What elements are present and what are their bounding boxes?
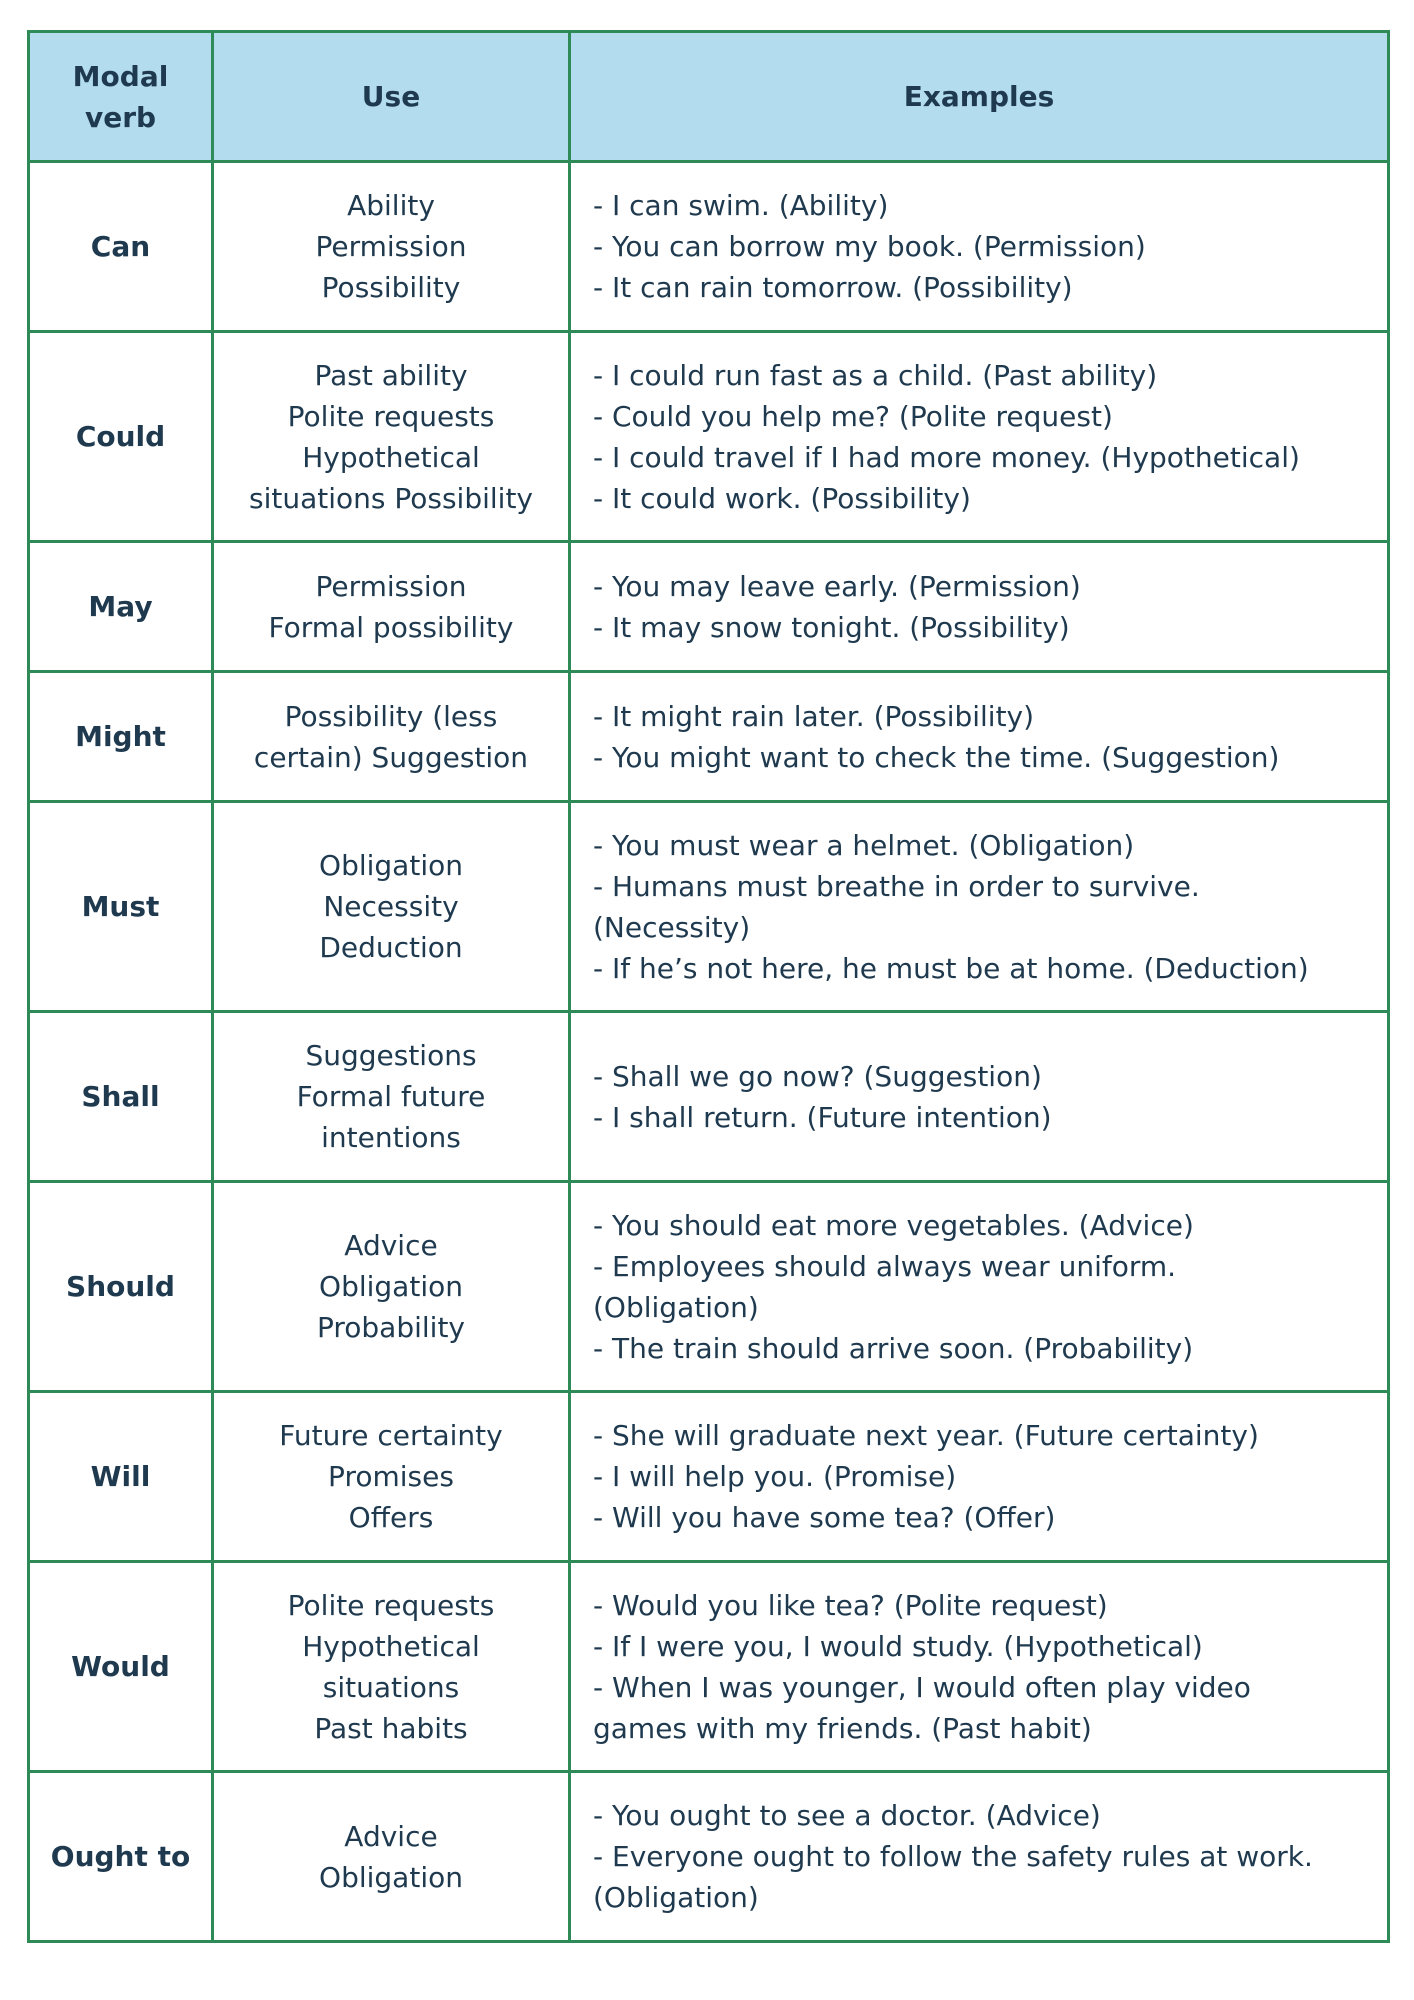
example-line: (Necessity) [593,910,751,944]
table-row [29,1012,1389,1182]
table-row [29,672,1389,802]
example-line: - Shall we go now? (Suggestion) [593,1059,1042,1093]
use-line: Permission [315,569,467,603]
example-line: - Everyone ought to follow the safety rules at work. [593,1840,1313,1873]
use-cell [213,542,570,672]
examples-cell [570,1772,1389,1942]
header-examples: Examples [570,32,1389,162]
use-line: Probability [316,1311,465,1344]
examples-cell [570,162,1389,332]
examples-cell [570,542,1389,672]
modal-verb-cell: May [29,542,213,672]
example-line: - You may leave early. (Permission) [593,569,1081,603]
use-line: certain) Suggestion [253,740,529,774]
examples-cell [570,1012,1389,1182]
table-row [29,542,1389,672]
modal-verb-cell: Must [29,802,213,1012]
examples-cell [570,802,1389,1012]
example-line: - Employees should always wear uniform. [593,1249,1177,1283]
example-line: - You should eat more vegetables. (Advice) [593,1208,1194,1242]
modal-verb-cell: Can [29,162,213,332]
table-row [29,1182,1389,1392]
use-line: Obligation [319,1270,463,1303]
examples-cell [570,1182,1389,1392]
modal-verb-cell: Will [29,1392,213,1562]
use-line: Suggestions [305,1039,477,1072]
example-line: - Would you like tea? (Polite request) [593,1588,1108,1622]
example-line: - Humans must breathe in order to survive. [593,869,1200,903]
example-line: - You can borrow my book. (Permission) [593,230,1146,263]
use-cell [213,1012,570,1182]
example-line: - You must wear a helmet. (Obligation) [593,828,1135,862]
example-line: - I could travel if I had more money. (Hypothetical) [593,440,1300,474]
use-line: situations [322,1670,460,1704]
table-row [29,162,1389,332]
header-row [29,32,1389,162]
use-line: Ability [347,189,435,222]
example-line: - You might want to check the time. (Suggestion) [593,740,1280,774]
use-line: Possibility [321,271,461,304]
examples-cell [570,1392,1389,1562]
use-line: intentions [321,1121,461,1154]
table-row [29,802,1389,1012]
modal-verb-cell: Should [29,1182,213,1392]
example-line: - The train should arrive soon. (Probability) [593,1331,1194,1365]
modal-verb-cell: Could [29,332,213,542]
example-line: - It can rain tomorrow. (Possibility) [593,271,1073,304]
example-line: - It might rain later. (Possibility) [593,699,1035,733]
use-line: Hypothetical [302,440,480,474]
modal-verb-cell: Ought to [29,1772,213,1942]
table-row [29,1392,1389,1562]
use-line: Advice [344,1229,438,1262]
use-line: Necessity [323,890,459,923]
use-line: Formal future [296,1080,486,1113]
example-line: - If I were you, I would study. (Hypothetical) [593,1629,1203,1663]
example-line: - When I was younger, I would often play video [593,1670,1251,1704]
use-cell [213,672,570,802]
table-row [29,1562,1389,1772]
modal-verbs-table [27,30,1390,1943]
example-line: - I will help you. (Promise) [593,1460,957,1493]
use-cell [213,1562,570,1772]
use-line: Future certainty [279,1419,503,1452]
use-line: Hypothetical [302,1629,480,1663]
example-line: games with my friends. (Past habit) [593,1711,1092,1745]
examples-cell [570,672,1389,802]
example-line: - It could work. (Possibility) [593,481,971,515]
use-cell [213,1772,570,1942]
use-line: Possibility (less [284,699,498,733]
use-line: Polite requests [287,399,495,433]
use-line: Advice [344,1819,438,1853]
use-line: Formal possibility [268,610,514,644]
example-line: - If he’s not here, he must be at home. (Deduction) [593,951,1309,985]
example-line: - She will graduate next year. (Future certainty) [593,1419,1259,1452]
example-line: (Obligation) [593,1881,759,1914]
use-line: Deduction [319,931,463,964]
example-line: - I could run fast as a child. (Past ability) [593,358,1158,392]
use-line: Past habits [314,1711,468,1745]
example-line: (Obligation) [593,1290,759,1324]
table-row [29,332,1389,542]
examples-cell [570,1562,1389,1772]
use-line: Promises [328,1460,454,1493]
modal-verb-cell: Would [29,1562,213,1772]
modal-verb-cell: Shall [29,1012,213,1182]
use-line: Permission [315,230,467,263]
example-line: - You ought to see a doctor. (Advice) [593,1799,1101,1832]
examples-cell [570,332,1389,542]
use-line: Obligation [319,849,463,882]
use-line: Offers [348,1501,434,1534]
example-line: - I shall return. (Future intention) [593,1100,1052,1134]
example-line: - It may snow tonight. (Possibility) [593,610,1070,644]
modal-verb-cell: Might [29,672,213,802]
table-row [29,1772,1389,1942]
use-line: Obligation [319,1860,463,1894]
use-cell [213,1182,570,1392]
header-use: Use [213,32,570,162]
use-line: situations Possibility [248,481,533,515]
use-cell [213,1392,570,1562]
example-line: - Will you have some tea? (Offer) [593,1501,1056,1534]
use-line: Past ability [314,358,468,392]
use-cell [213,162,570,332]
use-cell [213,802,570,1012]
example-line: - I can swim. (Ability) [593,189,889,222]
use-line: Polite requests [287,1588,495,1622]
use-cell [213,332,570,542]
example-line: - Could you help me? (Polite request) [593,399,1113,433]
header-modal-verb: Modal verb [29,32,213,162]
